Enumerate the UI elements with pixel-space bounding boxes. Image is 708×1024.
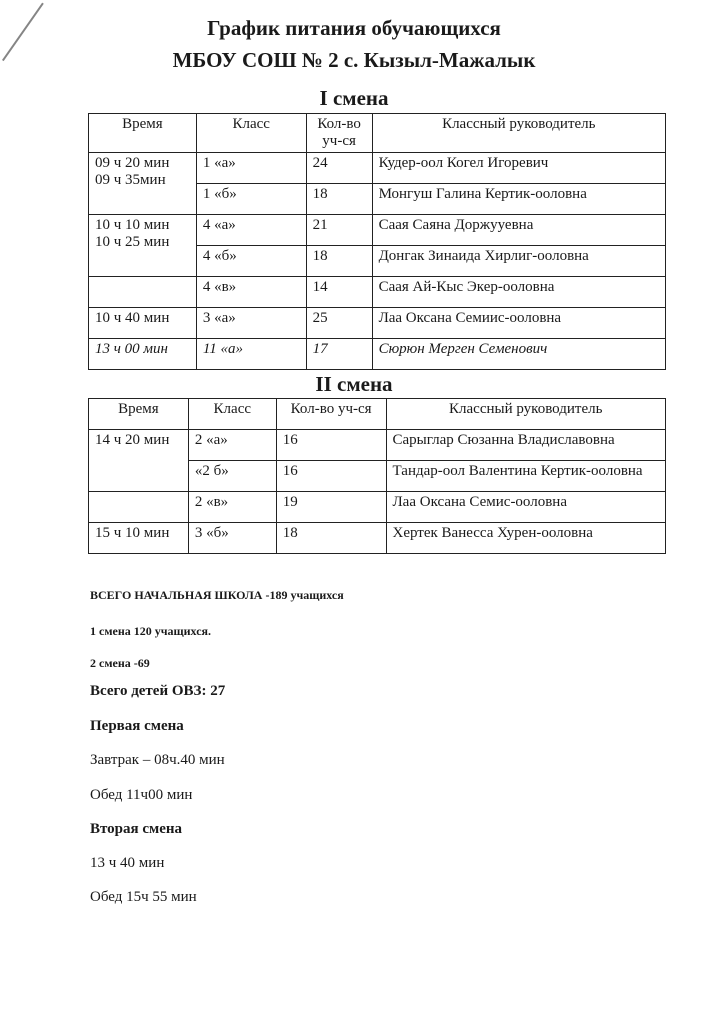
- cell-time: 10 ч 10 мин 10 ч 25 мин: [89, 215, 197, 277]
- note-shift1-total: 1 смена 120 учащихся.: [90, 624, 212, 638]
- note-time2: 13 ч 40 мин: [90, 855, 165, 871]
- cell-teacher: Сарыглар Сюзанна Владиславовна: [386, 430, 666, 461]
- cell-time: 09 ч 20 мин 09 ч 35мин: [89, 153, 197, 215]
- table-header-row: [89, 114, 666, 153]
- cell-class: 3 «б»: [188, 523, 276, 554]
- note-first-shift-label: Первая смена: [90, 718, 184, 734]
- cell-time: 14 ч 20 мин: [89, 430, 189, 492]
- cell-class: 2 «а»: [188, 430, 276, 461]
- cell-count: 14: [306, 277, 372, 308]
- cell-count: 18: [306, 184, 372, 215]
- note-shift2-total: 2 смена -69: [90, 656, 150, 670]
- cell-time: [89, 492, 189, 523]
- shift1-table: [88, 113, 666, 370]
- cell-teacher: Саая Ай-Кыс Экер-ооловна: [372, 277, 665, 308]
- title-line-1: График питания обучающихся: [207, 16, 501, 40]
- table-row: [89, 308, 666, 339]
- cell-count: 18: [306, 246, 372, 277]
- note-lunch2: Обед 15ч 55 мин: [90, 889, 197, 905]
- header-class: Класс: [188, 399, 276, 430]
- cell-teacher: Сюрюн Мерген Семенович: [372, 339, 665, 370]
- cell-class: 2 «в»: [188, 492, 276, 523]
- cell-count: 25: [306, 308, 372, 339]
- cell-count: 19: [276, 492, 386, 523]
- cell-time: [89, 277, 197, 308]
- cell-count: 17: [306, 339, 372, 370]
- table-row: [89, 153, 666, 184]
- cell-class: 1 «а»: [196, 153, 306, 184]
- header-teacher: Классный руководитель: [372, 114, 665, 153]
- cell-class: 4 «б»: [196, 246, 306, 277]
- cell-count: 16: [276, 461, 386, 492]
- table-header-row: [89, 399, 666, 430]
- table-row: [89, 215, 666, 246]
- header-count: Кол-во уч-ся: [276, 399, 386, 430]
- table-row: [89, 492, 666, 523]
- table-row: [89, 430, 666, 461]
- note-lunch1: Обед 11ч00 мин: [90, 787, 193, 803]
- cell-class: «2 б»: [188, 461, 276, 492]
- header-count: Кол-во уч-ся: [306, 114, 372, 153]
- shift2-heading: II смена: [315, 372, 393, 396]
- header-time: Время: [89, 399, 189, 430]
- cell-teacher: Тандар-оол Валентина Кертик-ооловна: [386, 461, 666, 492]
- cell-class: 1 «б»: [196, 184, 306, 215]
- cell-class: 3 «а»: [196, 308, 306, 339]
- shift1-heading: I смена: [319, 86, 389, 110]
- cell-count: 18: [276, 523, 386, 554]
- table-row: [89, 523, 666, 554]
- cell-teacher: Лаа Оксана Семиис-ооловна: [372, 308, 665, 339]
- header-class: Класс: [196, 114, 306, 153]
- cell-time: 15 ч 10 мин: [89, 523, 189, 554]
- header-time: Время: [89, 114, 197, 153]
- cell-count: 24: [306, 153, 372, 184]
- cell-teacher: Лаа Оксана Семис-ооловна: [386, 492, 666, 523]
- cell-count: 21: [306, 215, 372, 246]
- cell-teacher: Кудер-оол Когел Игоревич: [372, 153, 665, 184]
- cell-time: 10 ч 40 мин: [89, 308, 197, 339]
- note-ovz: Всего детей ОВЗ: 27: [90, 683, 226, 699]
- table-row: [89, 339, 666, 370]
- cell-class: 4 «а»: [196, 215, 306, 246]
- header-teacher: Классный руководитель: [386, 399, 666, 430]
- note-second-shift-label: Вторая смена: [90, 821, 183, 837]
- cell-time: 13 ч 00 мин: [89, 339, 197, 370]
- cell-class: 4 «в»: [196, 277, 306, 308]
- cell-teacher: Монгуш Галина Кертик-ооловна: [372, 184, 665, 215]
- cell-count: 16: [276, 430, 386, 461]
- table-row: [89, 277, 666, 308]
- cell-teacher: Донгак Зинаида Хирлиг-ооловна: [372, 246, 665, 277]
- shift2-table: [88, 398, 666, 554]
- cell-class: 11 «а»: [196, 339, 306, 370]
- title-line-2: МБОУ СОШ № 2 с. Кызыл-Мажалык: [172, 48, 536, 72]
- note-total-primary: ВСЕГО НАЧАЛЬНАЯ ШКОЛА -189 учащихся: [90, 588, 344, 602]
- note-breakfast: Завтрак – 08ч.40 мин: [90, 752, 225, 768]
- cell-teacher: Хертек Ванесса Хурен-ооловна: [386, 523, 666, 554]
- cell-teacher: Саая Саяна Доржууевна: [372, 215, 665, 246]
